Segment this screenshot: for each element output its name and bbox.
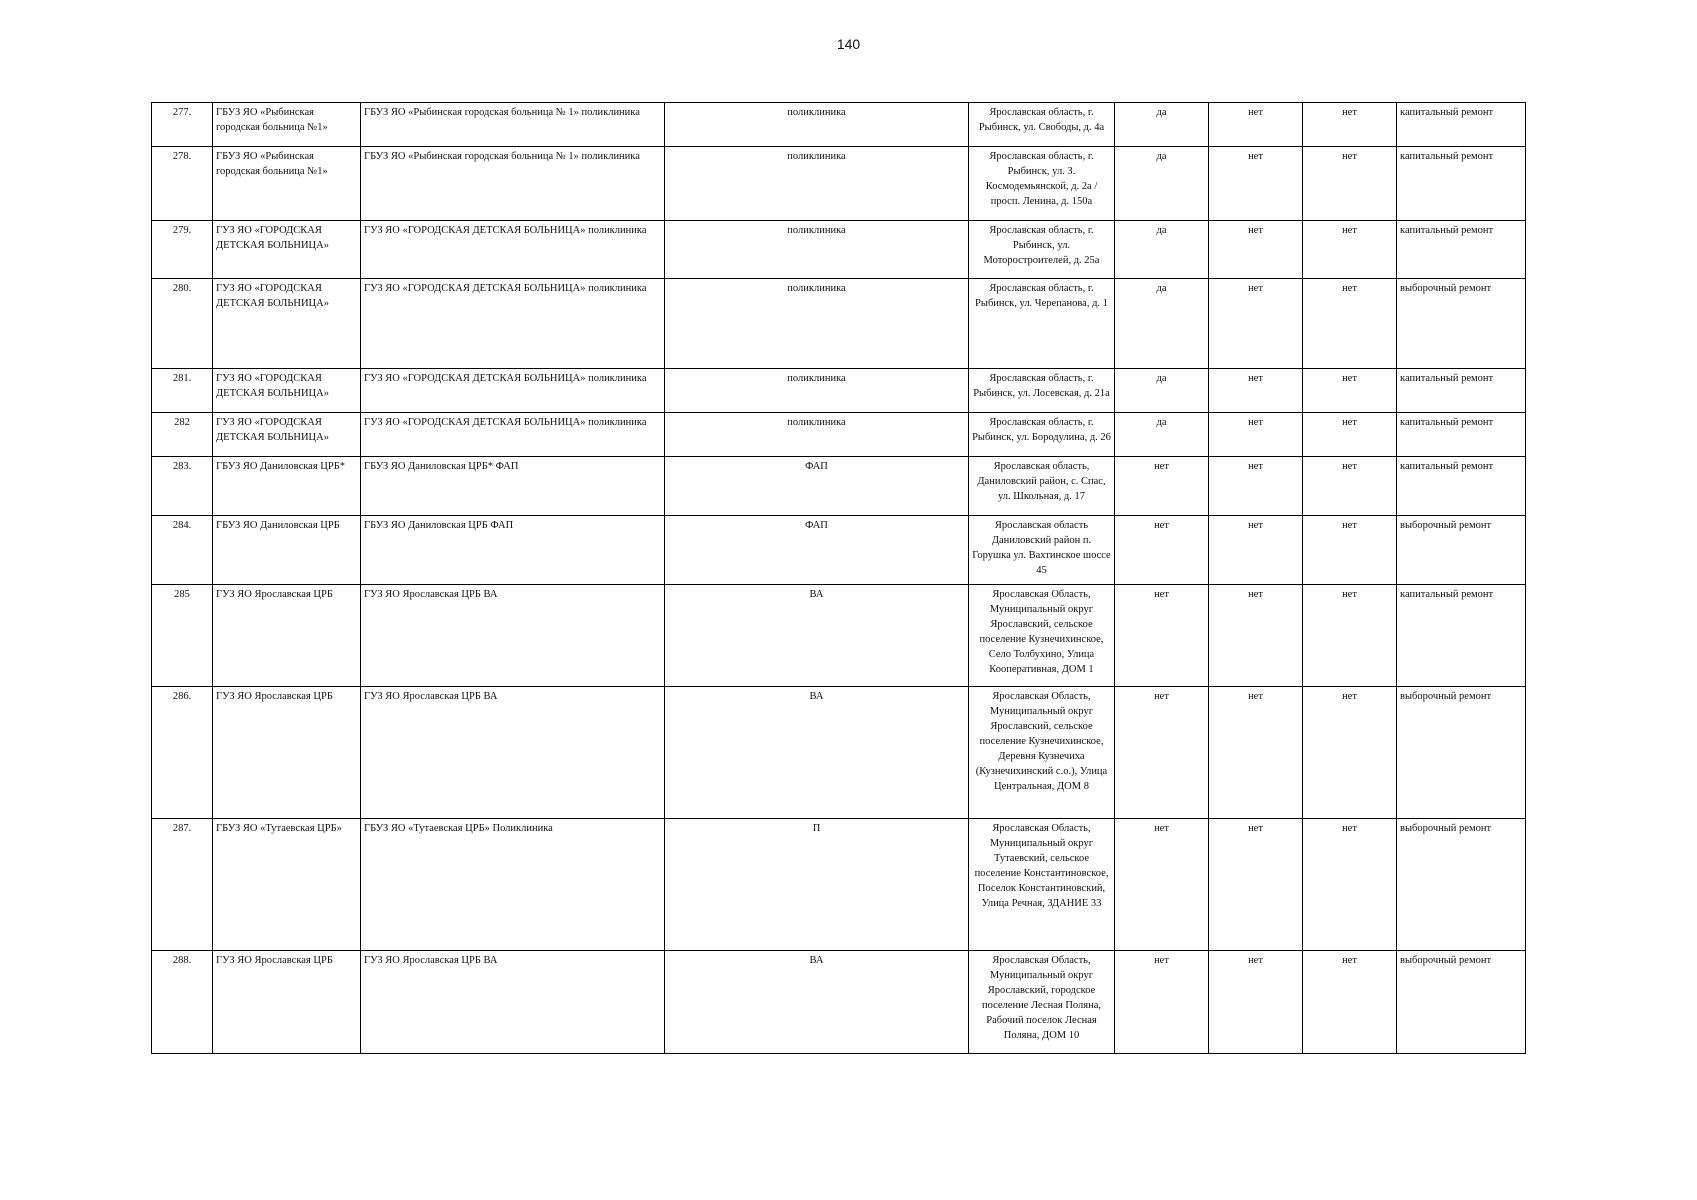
row-number: 279. (172, 225, 192, 236)
subdivision-name-cell (361, 221, 665, 279)
flag-1-cell (1115, 516, 1209, 585)
organization-name-cell (213, 951, 361, 1054)
flag-3: нет (1342, 823, 1357, 834)
facility-address: Ярославская Область, Муниципальный округ Тутаевский, сельское поселение Константиновское, Поселок Константиновский, Улица Речная, ЗДАНИЕ 33 (974, 823, 1109, 909)
flag-1-cell (1115, 103, 1209, 147)
subdivision-name-cell (361, 457, 665, 516)
flag-3-cell (1303, 516, 1397, 585)
flag-2-cell (1209, 516, 1303, 585)
facility-address: Ярославская область, г. Рыбинск, ул. Черепанова, д. 1 (975, 283, 1108, 309)
facility-address: Ярославская Область, Муниципальный округ Ярославский, городское поселение Лесная Поляна, Рабочий поселок Лесная Поляна, ДОМ 10 (981, 955, 1102, 1041)
subdivision-name-cell (361, 951, 665, 1054)
organization-name-cell (213, 687, 361, 819)
flag-3-cell (1303, 819, 1397, 951)
repair-type-cell (1397, 687, 1526, 819)
row-number: 287. (172, 823, 192, 834)
flag-2-cell (1209, 221, 1303, 279)
repair-type-cell (1397, 413, 1526, 457)
facility-type: поликлиника (787, 107, 846, 118)
flag-1: нет (1154, 955, 1169, 966)
flag-2: нет (1248, 373, 1263, 384)
flag-3-cell (1303, 369, 1397, 413)
facility-address: Ярославская область, г. Рыбинск, ул. Лосевская, д. 21а (973, 373, 1110, 399)
flag-3: нет (1342, 373, 1357, 384)
flag-1: нет (1154, 520, 1169, 531)
facility-type-cell (665, 951, 969, 1054)
row-number-cell (152, 221, 213, 279)
subdivision-name-cell (361, 103, 665, 147)
flag-2-cell (1209, 147, 1303, 221)
facility-type-cell (665, 585, 969, 687)
subdivision-name-cell (361, 516, 665, 585)
repair-type: капитальный ремонт (1400, 373, 1494, 384)
subdivision-name-cell (361, 413, 665, 457)
flag-3: нет (1342, 520, 1357, 531)
page-number: 140 (836, 36, 861, 52)
repair-type: капитальный ремонт (1400, 225, 1494, 236)
facility-address-cell (969, 585, 1115, 687)
organization-name: ГБУЗ ЯО «Рыбинская городская больница №1» (216, 151, 328, 177)
flag-2-cell (1209, 279, 1303, 369)
repair-type-cell (1397, 819, 1526, 951)
row-number-cell (152, 413, 213, 457)
flag-1: да (1156, 225, 1167, 236)
facility-type-cell (665, 147, 969, 221)
row-number-cell (152, 687, 213, 819)
flag-1: да (1156, 417, 1167, 428)
row-number-cell (152, 951, 213, 1054)
repair-type-cell (1397, 279, 1526, 369)
facility-type: ВА (809, 589, 824, 600)
flag-2: нет (1248, 955, 1263, 966)
flag-3-cell (1303, 413, 1397, 457)
subdivision-name: ГУЗ ЯО Ярославская ЦРБ ВА (364, 589, 498, 600)
facility-type: ФАП (805, 520, 828, 531)
flag-3: нет (1342, 283, 1357, 294)
repair-type-cell (1397, 147, 1526, 221)
facility-address: Ярославская область Даниловский район п. Горушка ул. Вахтинское шоссе 45 (972, 520, 1111, 576)
row-number: 282 (174, 417, 190, 428)
organization-name-cell (213, 103, 361, 147)
facility-address-cell (969, 516, 1115, 585)
facility-address-cell (969, 369, 1115, 413)
flag-3: нет (1342, 107, 1357, 118)
facility-address: Ярославская Область, Муниципальный округ Ярославский, сельское поселение Кузнечихинское, Село Толбухино, Улица Кооперативная, ДОМ 1 (979, 589, 1104, 675)
flag-2: нет (1248, 520, 1263, 531)
facility-type-cell (665, 103, 969, 147)
facility-type: ФАП (805, 461, 828, 472)
flag-3-cell (1303, 279, 1397, 369)
flag-2-cell (1209, 369, 1303, 413)
organization-name-cell (213, 369, 361, 413)
flag-1-cell (1115, 279, 1209, 369)
organization-name: ГБУЗ ЯО «Тутаевская ЦРБ» (216, 823, 342, 834)
flag-3-cell (1303, 585, 1397, 687)
table-row (152, 413, 1526, 457)
flag-2: нет (1248, 691, 1263, 702)
facility-address-cell (969, 457, 1115, 516)
flag-2: нет (1248, 107, 1263, 118)
facility-type-cell (665, 516, 969, 585)
organization-name-cell (213, 457, 361, 516)
repair-type-cell (1397, 103, 1526, 147)
facility-type-cell (665, 369, 969, 413)
row-number: 277. (172, 107, 192, 118)
flag-3: нет (1342, 589, 1357, 600)
organization-name-cell (213, 819, 361, 951)
organization-name-cell (213, 516, 361, 585)
flag-1-cell (1115, 457, 1209, 516)
table-row (152, 585, 1526, 687)
repair-type: капитальный ремонт (1400, 417, 1494, 428)
flag-2: нет (1248, 823, 1263, 834)
subdivision-name-cell (361, 279, 665, 369)
subdivision-name: ГУЗ ЯО «ГОРОДСКАЯ ДЕТСКАЯ БОЛЬНИЦА» поликлиника (364, 417, 647, 428)
subdivision-name: ГБУЗ ЯО «Рыбинская городская больница № 1» поликлиника (364, 151, 640, 162)
facility-type: поликлиника (787, 283, 846, 294)
flag-2-cell (1209, 951, 1303, 1054)
table-body (152, 103, 1526, 1054)
row-number-cell (152, 585, 213, 687)
subdivision-name-cell (361, 687, 665, 819)
organization-name: ГБУЗ ЯО Даниловская ЦРБ (216, 520, 340, 531)
flag-3-cell (1303, 951, 1397, 1054)
flag-3: нет (1342, 691, 1357, 702)
repair-type: капитальный ремонт (1400, 107, 1494, 118)
facility-type: поликлиника (787, 373, 846, 384)
repair-type-cell (1397, 951, 1526, 1054)
table-row (152, 369, 1526, 413)
flag-1-cell (1115, 413, 1209, 457)
flag-3: нет (1342, 417, 1357, 428)
subdivision-name: ГБУЗ ЯО Даниловская ЦРБ* ФАП (364, 461, 519, 472)
flag-3-cell (1303, 103, 1397, 147)
facility-type: П (812, 823, 821, 834)
facility-type-cell (665, 413, 969, 457)
flag-1: да (1156, 107, 1167, 118)
registry-table (151, 102, 1526, 1054)
facility-address: Ярославская область, Даниловский район, с. Спас, ул. Школьная, д. 17 (977, 461, 1106, 502)
facility-type: поликлиника (787, 151, 846, 162)
flag-1-cell (1115, 221, 1209, 279)
facility-address: Ярославская область, г. Рыбинск, ул. Свободы, д. 4а (978, 107, 1105, 133)
facility-address-cell (969, 279, 1115, 369)
row-number-cell (152, 819, 213, 951)
organization-name: ГУЗ ЯО Ярославская ЦРБ (216, 955, 333, 966)
facility-address-cell (969, 413, 1115, 457)
row-number-cell (152, 279, 213, 369)
subdivision-name: ГБУЗ ЯО «Тутаевская ЦРБ» Поликлиника (364, 823, 553, 834)
row-number: 288. (172, 955, 192, 966)
facility-address-cell (969, 103, 1115, 147)
facility-address: Ярославская область, г. Рыбинск, ул. З. Космодемьянской, д. 2а /просп. Ленина, д. 150а (985, 151, 1098, 207)
organization-name: ГУЗ ЯО Ярославская ЦРБ (216, 691, 333, 702)
organization-name-cell (213, 279, 361, 369)
flag-2-cell (1209, 413, 1303, 457)
organization-name: ГБУЗ ЯО Даниловская ЦРБ* (216, 461, 345, 472)
flag-1: нет (1154, 589, 1169, 600)
flag-1: нет (1154, 823, 1169, 834)
row-number: 280. (172, 283, 192, 294)
table-row (152, 147, 1526, 221)
subdivision-name-cell (361, 819, 665, 951)
facility-address-cell (969, 147, 1115, 221)
row-number: 278. (172, 151, 192, 162)
organization-name-cell (213, 147, 361, 221)
subdivision-name-cell (361, 369, 665, 413)
repair-type-cell (1397, 369, 1526, 413)
repair-type: выборочный ремонт (1400, 283, 1492, 294)
flag-3-cell (1303, 687, 1397, 819)
table-row (152, 819, 1526, 951)
organization-name: ГУЗ ЯО «ГОРОДСКАЯ ДЕТСКАЯ БОЛЬНИЦА» (216, 373, 329, 399)
flag-2: нет (1248, 283, 1263, 294)
table-row (152, 951, 1526, 1054)
facility-address: Ярославская область, г. Рыбинск, ул. Бородулина, д. 26 (972, 417, 1111, 443)
organization-name: ГБУЗ ЯО «Рыбинская городская больница №1» (216, 107, 328, 133)
flag-3: нет (1342, 955, 1357, 966)
flag-1-cell (1115, 147, 1209, 221)
flag-1-cell (1115, 687, 1209, 819)
subdivision-name: ГУЗ ЯО Ярославская ЦРБ ВА (364, 691, 498, 702)
row-number-cell (152, 147, 213, 221)
flag-1: да (1156, 283, 1167, 294)
repair-type: выборочный ремонт (1400, 520, 1492, 531)
flag-2: нет (1248, 151, 1263, 162)
flag-2: нет (1248, 417, 1263, 428)
flag-3: нет (1342, 151, 1357, 162)
flag-2-cell (1209, 103, 1303, 147)
flag-1-cell (1115, 369, 1209, 413)
repair-type: выборочный ремонт (1400, 691, 1492, 702)
flag-3-cell (1303, 147, 1397, 221)
repair-type-cell (1397, 221, 1526, 279)
flag-1: да (1156, 151, 1167, 162)
flag-3: нет (1342, 225, 1357, 236)
facility-type-cell (665, 279, 969, 369)
table-row (152, 457, 1526, 516)
repair-type: капитальный ремонт (1400, 589, 1494, 600)
repair-type-cell (1397, 457, 1526, 516)
flag-2: нет (1248, 589, 1263, 600)
facility-address: Ярославская Область, Муниципальный округ Ярославский, сельское поселение Кузнечихинское, Деревня Кузнечиха (Кузнечихинский с.о.), Улица Центральная, ДОМ 8 (975, 691, 1108, 792)
table-row (152, 516, 1526, 585)
facility-type-cell (665, 457, 969, 516)
flag-3-cell (1303, 221, 1397, 279)
repair-type: выборочный ремонт (1400, 955, 1492, 966)
facility-type-cell (665, 819, 969, 951)
organization-name-cell (213, 413, 361, 457)
flag-2: нет (1248, 461, 1263, 472)
flag-3-cell (1303, 457, 1397, 516)
row-number: 286. (172, 691, 192, 702)
row-number-cell (152, 369, 213, 413)
facility-address-cell (969, 951, 1115, 1054)
subdivision-name: ГБУЗ ЯО Даниловская ЦРБ ФАП (364, 520, 514, 531)
facility-address-cell (969, 687, 1115, 819)
repair-type: капитальный ремонт (1400, 461, 1494, 472)
subdivision-name-cell (361, 147, 665, 221)
flag-2: нет (1248, 225, 1263, 236)
organization-name: ГУЗ ЯО Ярославская ЦРБ (216, 589, 333, 600)
organization-name-cell (213, 221, 361, 279)
flag-2-cell (1209, 457, 1303, 516)
facility-address-cell (969, 819, 1115, 951)
row-number-cell (152, 516, 213, 585)
flag-2-cell (1209, 687, 1303, 819)
row-number: 283. (172, 461, 192, 472)
subdivision-name-cell (361, 585, 665, 687)
repair-type-cell (1397, 516, 1526, 585)
table-row (152, 279, 1526, 369)
flag-1-cell (1115, 585, 1209, 687)
row-number: 284. (172, 520, 192, 531)
table-row (152, 687, 1526, 819)
facility-address-cell (969, 221, 1115, 279)
facility-address: Ярославская область, г. Рыбинск, ул. Моторостроителей, д. 25а (983, 225, 1100, 266)
subdivision-name: ГУЗ ЯО «ГОРОДСКАЯ ДЕТСКАЯ БОЛЬНИЦА» поликлиника (364, 283, 647, 294)
subdivision-name: ГУЗ ЯО Ярославская ЦРБ ВА (364, 955, 498, 966)
flag-1: нет (1154, 461, 1169, 472)
row-number: 285 (174, 589, 190, 600)
repair-type: капитальный ремонт (1400, 151, 1494, 162)
subdivision-name: ГУЗ ЯО «ГОРОДСКАЯ ДЕТСКАЯ БОЛЬНИЦА» поликлиника (364, 225, 647, 236)
flag-3: нет (1342, 461, 1357, 472)
organization-name: ГУЗ ЯО «ГОРОДСКАЯ ДЕТСКАЯ БОЛЬНИЦА» (216, 283, 329, 309)
repair-type: выборочный ремонт (1400, 823, 1492, 834)
subdivision-name: ГБУЗ ЯО «Рыбинская городская больница № 1» поликлиника (364, 107, 640, 118)
facility-type-cell (665, 221, 969, 279)
row-number-cell (152, 103, 213, 147)
facility-type: ВА (809, 691, 824, 702)
subdivision-name: ГУЗ ЯО «ГОРОДСКАЯ ДЕТСКАЯ БОЛЬНИЦА» поликлиника (364, 373, 647, 384)
organization-name: ГУЗ ЯО «ГОРОДСКАЯ ДЕТСКАЯ БОЛЬНИЦА» (216, 225, 329, 251)
facility-type: поликлиника (787, 225, 846, 236)
row-number-cell (152, 457, 213, 516)
facility-type: поликлиника (787, 417, 846, 428)
flag-2-cell (1209, 585, 1303, 687)
organization-name-cell (213, 585, 361, 687)
flag-1-cell (1115, 951, 1209, 1054)
flag-1: да (1156, 373, 1167, 384)
table-row (152, 103, 1526, 147)
table-row (152, 221, 1526, 279)
flag-2-cell (1209, 819, 1303, 951)
flag-1: нет (1154, 691, 1169, 702)
flag-1-cell (1115, 819, 1209, 951)
facility-type-cell (665, 687, 969, 819)
organization-name: ГУЗ ЯО «ГОРОДСКАЯ ДЕТСКАЯ БОЛЬНИЦА» (216, 417, 329, 443)
row-number: 281. (172, 373, 192, 384)
facility-type: ВА (809, 955, 824, 966)
repair-type-cell (1397, 585, 1526, 687)
